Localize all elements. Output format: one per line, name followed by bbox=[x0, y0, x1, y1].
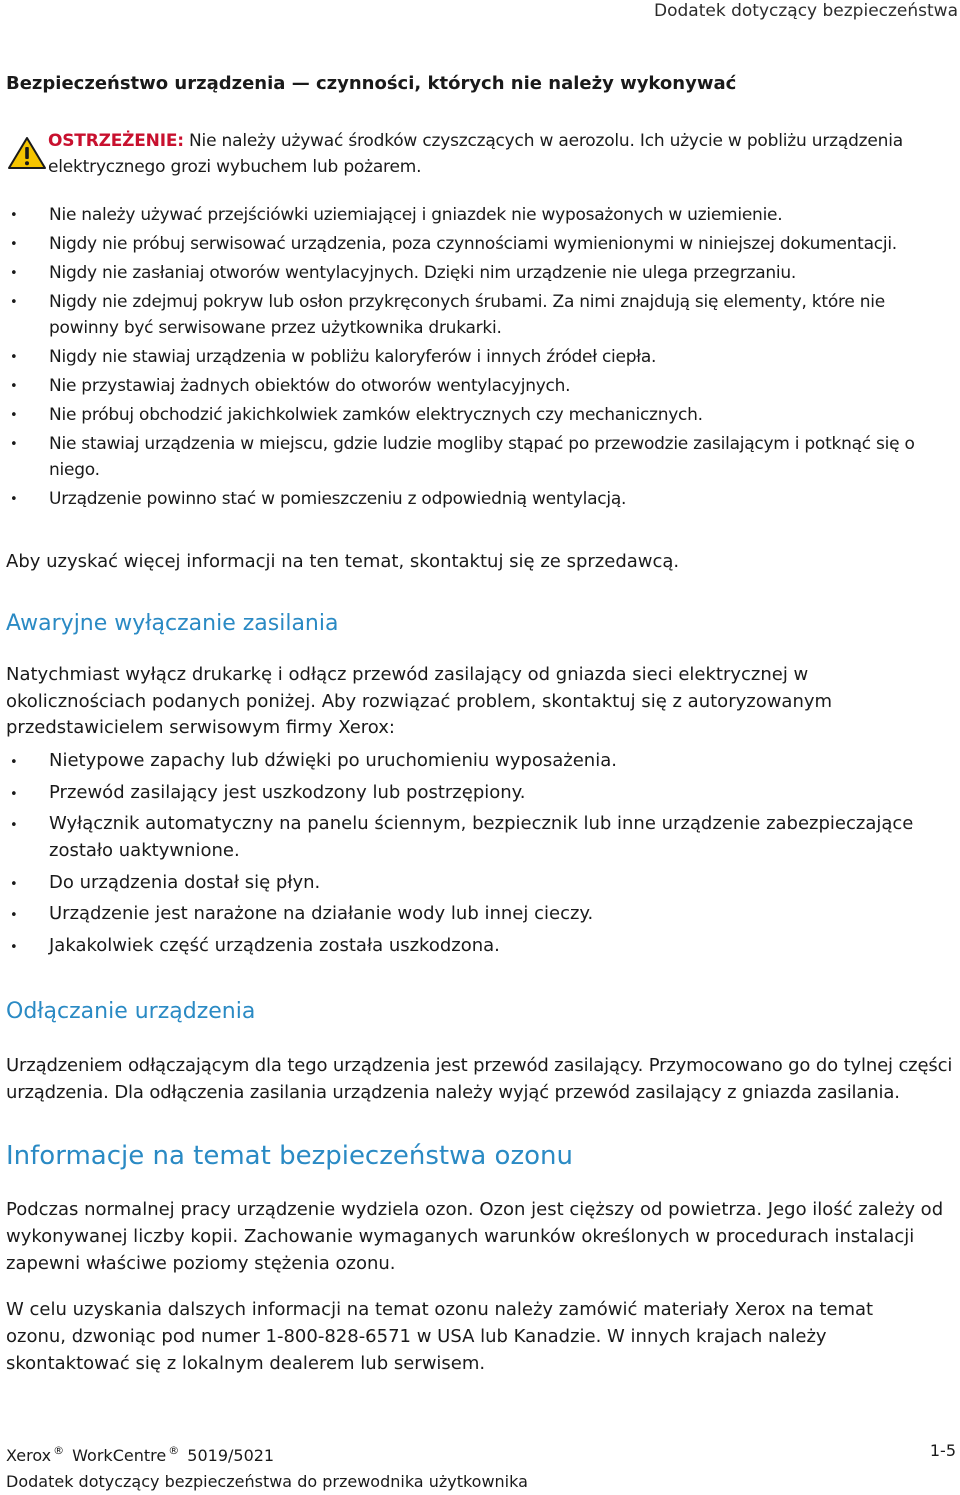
emergency-conditions-list bbox=[6, 747, 954, 963]
bullet: • bbox=[10, 379, 18, 394]
footer-product: WorkCentre bbox=[72, 1446, 167, 1465]
list-item bbox=[6, 289, 954, 341]
more-info-paragraph: Aby uzyskać więcej informacji na ten temat, skontaktuj się ze sprzedawcą. bbox=[6, 551, 680, 572]
bullet: • bbox=[10, 350, 18, 365]
list-item bbox=[6, 431, 954, 483]
list-item bbox=[6, 402, 954, 428]
list-item bbox=[6, 373, 954, 399]
list-item bbox=[6, 344, 954, 370]
page-number: 1-5 bbox=[929, 1441, 956, 1460]
warning-message: Nie należy używać środków czyszczących w aerozolu. Ich użycie w pobliżu urządzenia elektrycznego grozi wybuchem lub pożarem. bbox=[48, 131, 903, 177]
bullet: • bbox=[10, 295, 18, 310]
list-item-text: Nigdy nie stawiaj urządzenia w pobliżu kaloryferów i innych źródeł ciepła. bbox=[49, 347, 657, 367]
warning-label: OSTRZEŻENIE: bbox=[48, 131, 184, 151]
bullet: • bbox=[10, 939, 18, 955]
warning-text bbox=[48, 128, 960, 180]
bullet: • bbox=[10, 876, 18, 892]
list-item bbox=[6, 231, 954, 257]
list-item-text: Do urządzenia dostał się płyn. bbox=[49, 871, 321, 893]
bullet: • bbox=[10, 908, 18, 923]
warning-triangle-icon bbox=[8, 136, 48, 170]
list-item-text: Nietypowe zapachy lub dźwięki po uruchomieniu wyposażenia. bbox=[49, 750, 617, 771]
registered-mark: ® bbox=[53, 1444, 65, 1457]
running-header: Dodatek dotyczący bezpieczeństwa bbox=[654, 1, 958, 21]
ozone-paragraph-2: W celu uzyskania dalszych informacji na temat ozonu należy zamówić materiały Xerox na temat ozonu, dzwoniąc pod numer 1-800-828-6571 w USA lub Kanadzie. W innych krajach należy skontaktować się z lokalnym dealerem lub serwisem. bbox=[6, 1299, 874, 1374]
list-item bbox=[6, 869, 954, 896]
bullet: • bbox=[10, 266, 18, 281]
ozone-paragraph-1: Podczas normalnej pracy urządzenie wydziela ozon. Ozon jest cięższy od powietrza. Jego ilość zależy od wykonywanej liczby kopii. Zachowanie wymaganych warunków określonych w procedurach instalacji zapewni właściwe poziomy stężenia ozonu. bbox=[6, 1199, 944, 1274]
list-item bbox=[6, 779, 954, 806]
list-item-text: Przewód zasilający jest uszkodzony lub postrzępiony. bbox=[49, 781, 526, 803]
list-item-text: Jakakolwiek część urządzenia została uszkodzona. bbox=[49, 934, 500, 956]
footer-model: 5019/5021 bbox=[187, 1446, 275, 1465]
list-item-text: Nie przystawiaj żadnych obiektów do otworów wentylacyjnych. bbox=[49, 376, 571, 396]
bullet: • bbox=[10, 208, 18, 223]
list-item-text: Urządzenie jest narażone na działanie wody lub innej cieczy. bbox=[49, 903, 594, 924]
prohibited-actions-list bbox=[6, 202, 954, 515]
list-item bbox=[6, 747, 954, 774]
emergency-intro-paragraph: Natychmiast wyłącz drukarkę i odłącz przewód zasilający od gniazda sieci elektrycznej w okolicznościach podanych poniżej. Aby rozwiązać problem, skontaktuj się z autoryzowanym przedstawicielem serwisowym firmy Xerox: bbox=[6, 664, 833, 738]
list-item-text: Nie stawiaj urządzenia w miejscu, gdzie ludzie mogliby stąpać po przewodzie zasilającym i potknąć się o niego. bbox=[49, 434, 915, 480]
list-item-text: Nigdy nie próbuj serwisować urządzenia, poza czynnościami wymienionymi w niniejszej dokumentacji. bbox=[49, 234, 897, 254]
disconnect-paragraph: Urządzeniem odłączającym dla tego urządzenia jest przewód zasilający. Przymocowano go do tylnej części urządzenia. Dla odłączenia zasilania urządzenia należy wyjąć przewód zasilający z gniazda zasilania. bbox=[6, 1055, 953, 1103]
bullet: • bbox=[10, 437, 18, 452]
footer-brand: Xerox bbox=[6, 1446, 52, 1465]
bullet: • bbox=[10, 755, 18, 770]
bullet: • bbox=[10, 818, 18, 833]
bullet: • bbox=[10, 786, 18, 802]
list-item bbox=[6, 260, 954, 286]
list-item bbox=[6, 810, 954, 864]
list-item bbox=[6, 932, 954, 959]
list-item bbox=[6, 486, 954, 512]
footer-product-line bbox=[6, 1438, 528, 1469]
list-item bbox=[6, 900, 954, 927]
warning-block bbox=[8, 128, 960, 180]
list-item-text: Nie próbuj obchodzić jakichkolwiek zamków elektrycznych czy mechanicznych. bbox=[49, 405, 703, 425]
list-item-text: Nigdy nie zdejmuj pokryw lub osłon przykręconych śrubami. Za nimi znajdują się elementy, które nie powinny być serwisowane przez użytkownika drukarki. bbox=[49, 292, 885, 338]
bullet: • bbox=[10, 492, 18, 507]
section-heading-ozone-safety: Informacje na temat bezpieczeństwa ozonu bbox=[6, 1141, 573, 1171]
list-item bbox=[6, 202, 954, 228]
section-title-device-safety: Bezpieczeństwo urządzenia — czynności, których nie należy wykonywać bbox=[6, 73, 737, 94]
registered-mark: ® bbox=[168, 1444, 180, 1457]
footer-product-info bbox=[6, 1438, 528, 1495]
bullet: • bbox=[10, 408, 18, 423]
list-item-text: Wyłącznik automatyczny na panelu ściennym, bezpiecznik lub inne urządzenie zabezpieczające zostało uaktywnione. bbox=[49, 813, 914, 861]
list-item-text: Nigdy nie zasłaniaj otworów wentylacyjnych. Dzięki nim urządzenie nie ulega przegrzaniu. bbox=[49, 263, 797, 283]
section-heading-disconnect: Odłączanie urządzenia bbox=[6, 999, 256, 1024]
list-item-text: Urządzenie powinno stać w pomieszczeniu z odpowiednią wentylacją. bbox=[49, 489, 627, 509]
footer-subtitle: Dodatek dotyczący bezpieczeństwa do przewodnika użytkownika bbox=[6, 1472, 528, 1491]
bullet: • bbox=[10, 237, 18, 252]
list-item-text: Nie należy używać przejściówki uziemiającej i gniazdek nie wyposażonych w uziemienie. bbox=[49, 205, 783, 225]
section-heading-emergency-power-off: Awaryjne wyłączanie zasilania bbox=[6, 611, 339, 636]
